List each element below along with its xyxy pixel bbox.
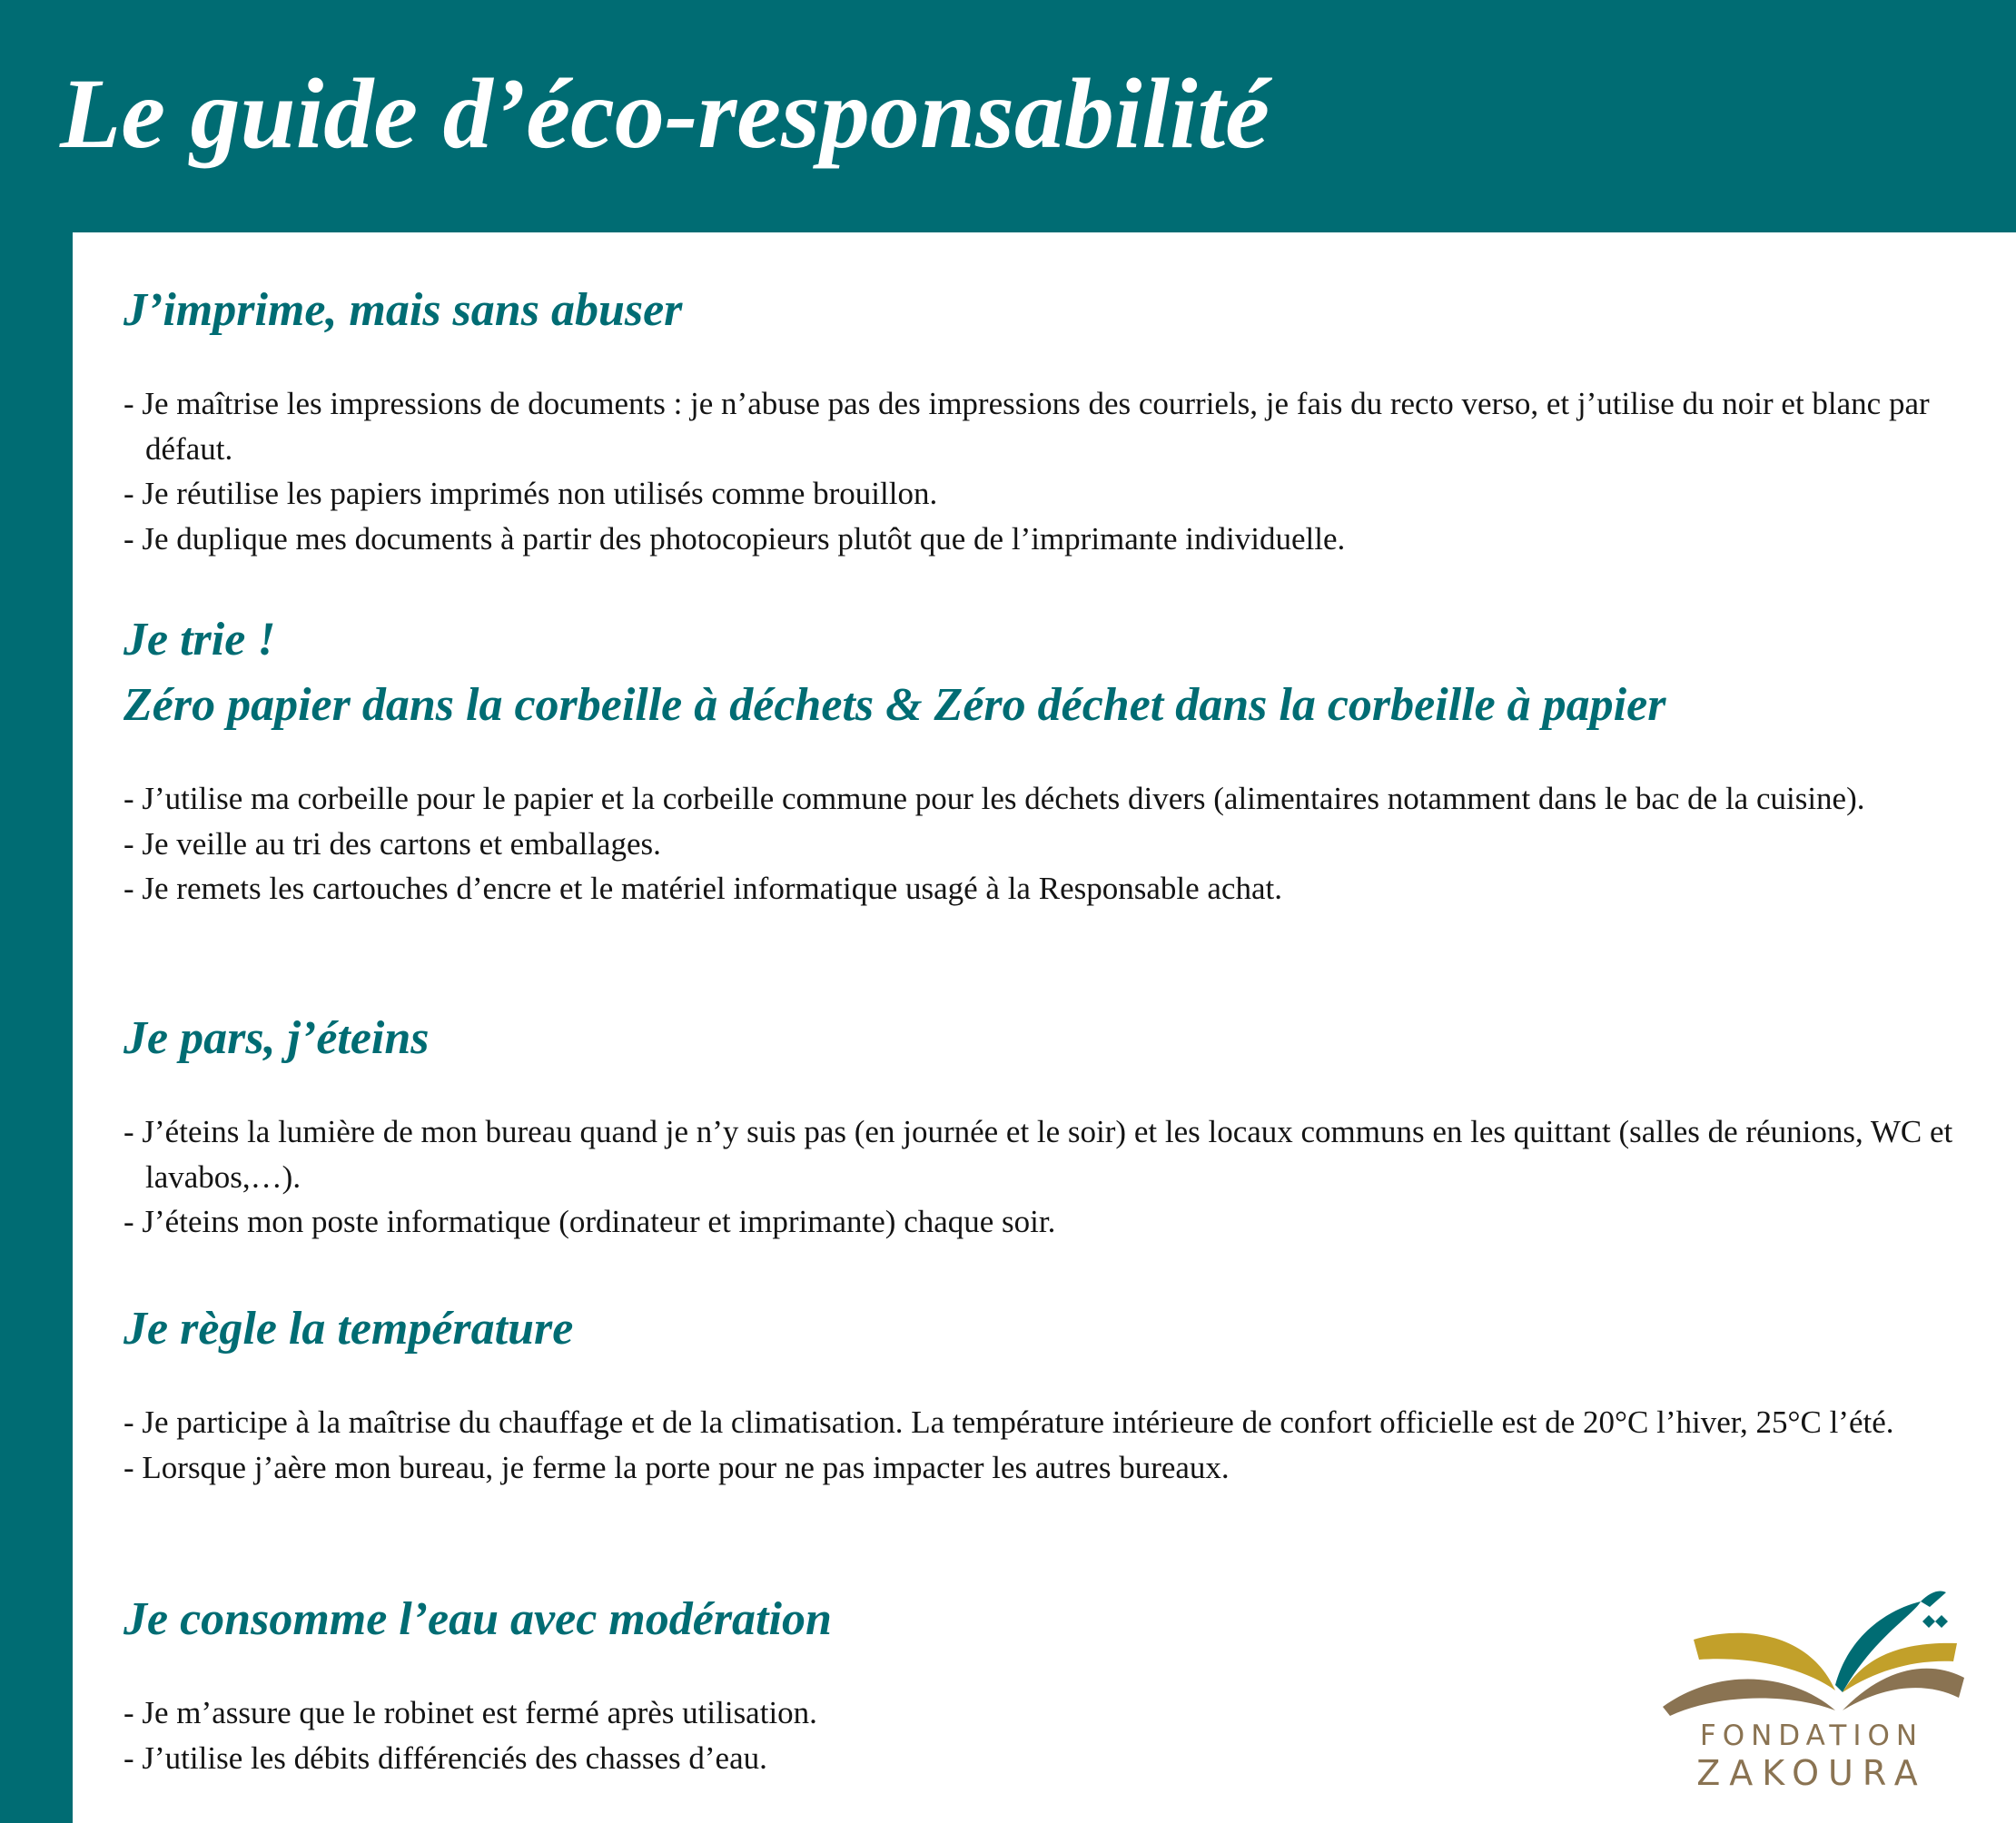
list-item: - J’utilise les débits différenciés des chasses d’eau.: [124, 1739, 767, 1776]
content-panel: [73, 232, 2016, 1823]
section-list: [124, 1109, 1958, 1245]
header-banner: [0, 0, 2016, 232]
list-item: - Je maîtrise les impressions de documents : je n’abuse pas des impressions des courriels, je fais du recto verso, et j’utilise du noir et blanc par défaut.: [124, 386, 1930, 467]
logo-text-line2: ZAKOURA: [1696, 1753, 1927, 1793]
list-item: - Je duplique mes documents à partir des photocopieurs plutôt que de l’imprimante individuelle.: [124, 520, 1346, 557]
open-book-icon: [1657, 1565, 1966, 1720]
section-heading: J’imprime, mais sans abuser: [124, 284, 683, 336]
section-lights: [124, 1006, 1958, 1245]
fondation-zakoura-logo: [1657, 1565, 1966, 1819]
section-heading: Je règle la température: [124, 1303, 574, 1355]
section-list: [124, 1400, 1958, 1490]
list-item: - Je veille au tri des cartons et emballages.: [124, 825, 661, 862]
section-list: [124, 1690, 1613, 1780]
list-item: - J’utilise ma corbeille pour le papier et la corbeille commune pour les déchets divers (alimentaires notamment dans le bac de la cuisine).: [124, 781, 1865, 816]
section-heading: Je trie !: [124, 614, 276, 665]
list-item: - Lorsque j’aère mon bureau, je ferme la porte pour ne pas impacter les autres bureaux.: [124, 1449, 1230, 1485]
list-item: - J’éteins la lumière de mon bureau quand je n’y suis pas (en journée et le soir) et les locaux communs en les quittant (salles de réunions, WC et lavabos,…).: [124, 1114, 1953, 1195]
section-subheading: Zéro papier dans la corbeille à déchets & Zéro déchet dans la corbeille à papier: [124, 679, 1666, 731]
section-printing: [124, 278, 1958, 561]
logo-text-line1: FONDATION: [1699, 1720, 1924, 1752]
section-list: [124, 381, 1958, 561]
list-item: - Je m’assure que le robinet est fermé après utilisation.: [124, 1695, 817, 1730]
section-water: [124, 1587, 1613, 1780]
section-heading: Je consomme l’eau avec modération: [124, 1593, 832, 1645]
list-item: - J’éteins mon poste informatique (ordinateur et imprimante) chaque soir.: [124, 1204, 1056, 1239]
section-sorting: [124, 607, 1958, 912]
list-item: - Je réutilise les papiers imprimés non utilisés comme brouillon.: [124, 476, 938, 511]
page-title: Le guide d’éco-responsabilité: [60, 58, 1270, 169]
list-item: - Je participe à la maîtrise du chauffage et de la climatisation. La température intérieure de confort officielle est de 20°C l’hiver, 25°C l’été.: [124, 1404, 1894, 1440]
section-heading: Je pars, j’éteins: [124, 1012, 430, 1064]
section-temperature: [124, 1296, 1958, 1490]
list-item: - Je remets les cartouches d’encre et le matériel informatique usagé à la Responsable achat.: [124, 871, 1282, 906]
section-list: [124, 776, 1958, 912]
